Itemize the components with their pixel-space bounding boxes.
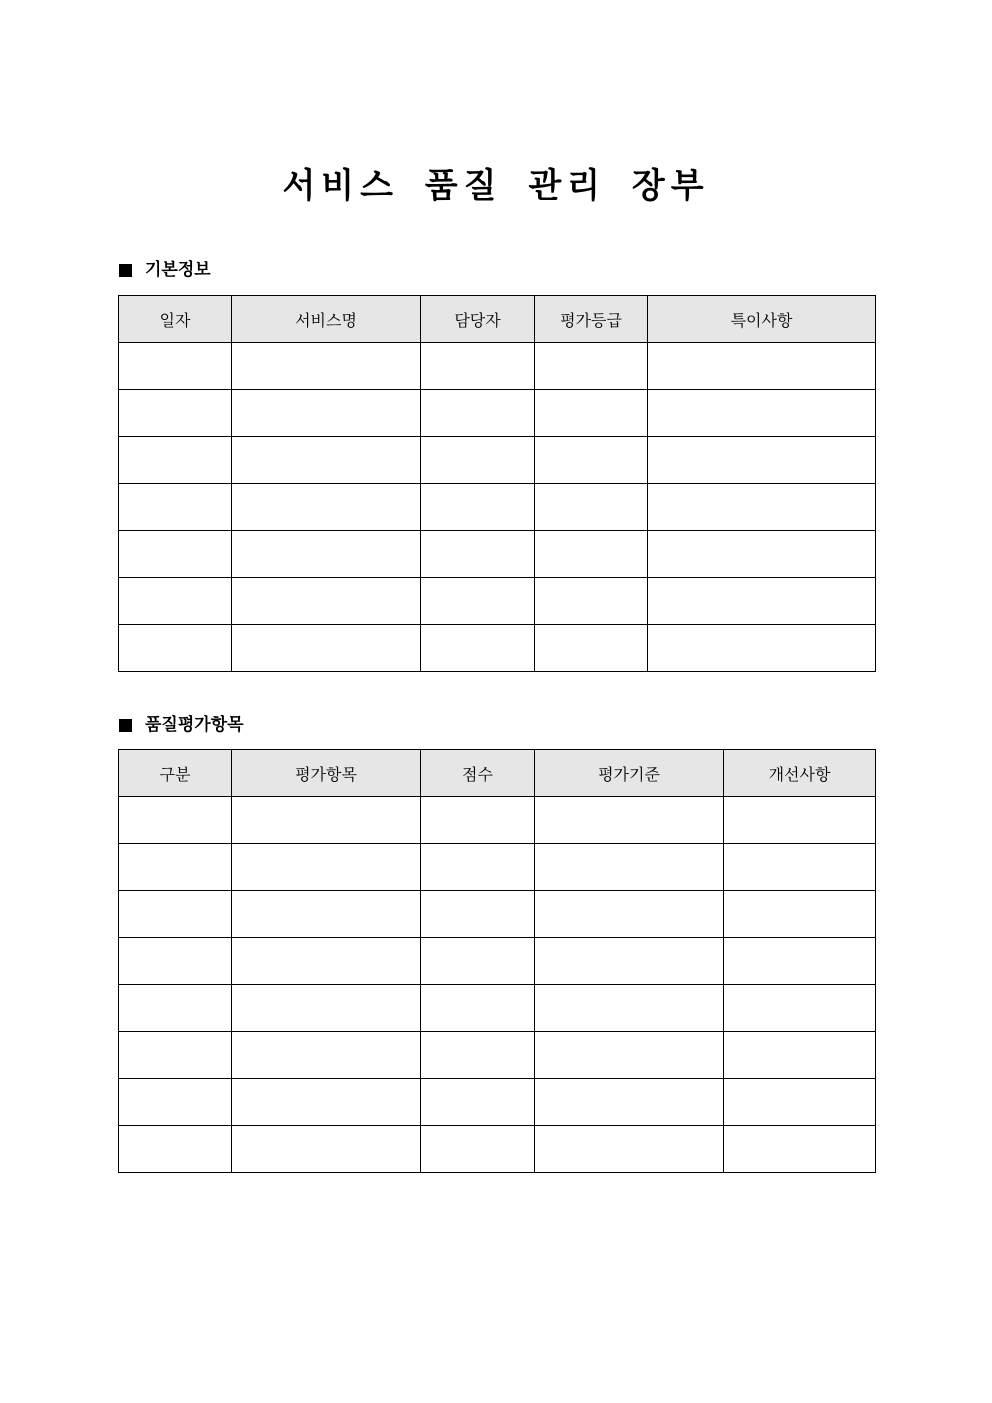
table-row	[119, 891, 876, 938]
table-cell[interactable]	[421, 985, 535, 1032]
table-cell[interactable]	[421, 938, 535, 985]
section-heading-label: 품질평가항목	[145, 715, 244, 735]
table-header-row	[119, 296, 876, 343]
column-header-category: 구분	[119, 750, 232, 797]
table-cell[interactable]	[535, 484, 648, 531]
table-cell[interactable]	[724, 938, 876, 985]
table-row	[119, 844, 876, 891]
table-cell[interactable]	[535, 844, 724, 891]
table-cell[interactable]	[648, 531, 876, 578]
table-cell[interactable]	[724, 1079, 876, 1126]
table-cell[interactable]	[535, 891, 724, 938]
table-cell[interactable]	[119, 1126, 232, 1173]
column-header-improvements: 개선사항	[724, 750, 876, 797]
square-bullet-icon	[119, 719, 132, 732]
table-cell[interactable]	[232, 891, 421, 938]
page-title: 서비스 품질 관리 장부	[282, 166, 710, 206]
table-cell[interactable]	[535, 1032, 724, 1079]
table-cell[interactable]	[421, 437, 535, 484]
table-cell[interactable]	[535, 343, 648, 390]
table-cell[interactable]	[119, 531, 232, 578]
table-cell[interactable]	[119, 844, 232, 891]
table-cell[interactable]	[421, 578, 535, 625]
table-cell[interactable]	[724, 797, 876, 844]
table-row	[119, 578, 876, 625]
column-header-date: 일자	[119, 296, 232, 343]
table-cell[interactable]	[421, 1032, 535, 1079]
column-header-service-name: 서비스명	[232, 296, 421, 343]
column-header-grade: 평가등급	[535, 296, 648, 343]
table-row	[119, 1079, 876, 1126]
table-cell[interactable]	[421, 1079, 535, 1126]
table-cell[interactable]	[119, 985, 232, 1032]
section-heading-basic-info	[119, 259, 211, 281]
table-row	[119, 1126, 876, 1173]
table-cell[interactable]	[648, 484, 876, 531]
table-row	[119, 985, 876, 1032]
table-cell[interactable]	[119, 343, 232, 390]
section-heading-label: 기본정보	[145, 260, 211, 280]
table-cell[interactable]	[119, 938, 232, 985]
table-cell[interactable]	[648, 578, 876, 625]
table-cell[interactable]	[232, 985, 421, 1032]
table-cell[interactable]	[421, 531, 535, 578]
table-row	[119, 437, 876, 484]
table-cell[interactable]	[535, 797, 724, 844]
table-cell[interactable]	[421, 484, 535, 531]
table-cell[interactable]	[232, 844, 421, 891]
table-cell[interactable]	[119, 1032, 232, 1079]
table-cell[interactable]	[232, 938, 421, 985]
table-cell[interactable]	[232, 578, 421, 625]
table-cell[interactable]	[648, 437, 876, 484]
table-cell[interactable]	[232, 390, 421, 437]
table-cell[interactable]	[648, 625, 876, 672]
square-bullet-icon	[119, 264, 132, 277]
table-cell[interactable]	[119, 578, 232, 625]
table-row	[119, 1032, 876, 1079]
table-cell[interactable]	[648, 390, 876, 437]
table-cell[interactable]	[119, 437, 232, 484]
table-row	[119, 797, 876, 844]
table-cell[interactable]	[648, 343, 876, 390]
table-cell[interactable]	[535, 1126, 724, 1173]
table-cell[interactable]	[724, 844, 876, 891]
table-cell[interactable]	[421, 625, 535, 672]
table-cell[interactable]	[232, 437, 421, 484]
table-cell[interactable]	[421, 390, 535, 437]
table-cell[interactable]	[724, 985, 876, 1032]
table-cell[interactable]	[119, 484, 232, 531]
table-cell[interactable]	[724, 1126, 876, 1173]
table-cell[interactable]	[421, 1126, 535, 1173]
table-cell[interactable]	[232, 484, 421, 531]
column-header-score: 점수	[421, 750, 535, 797]
table-cell[interactable]	[232, 531, 421, 578]
table-cell[interactable]	[421, 797, 535, 844]
column-header-criteria: 평가기준	[535, 750, 724, 797]
table-row	[119, 484, 876, 531]
basic-info-table	[118, 295, 876, 672]
table-row	[119, 625, 876, 672]
column-header-eval-item: 평가항목	[232, 750, 421, 797]
table-cell[interactable]	[724, 891, 876, 938]
table-cell[interactable]	[535, 625, 648, 672]
table-row	[119, 531, 876, 578]
table-cell[interactable]	[119, 1079, 232, 1126]
table-cell[interactable]	[535, 1079, 724, 1126]
table-cell[interactable]	[119, 625, 232, 672]
table-cell[interactable]	[535, 390, 648, 437]
table-cell[interactable]	[535, 578, 648, 625]
table-cell[interactable]	[119, 390, 232, 437]
table-cell[interactable]	[724, 1032, 876, 1079]
table-cell[interactable]	[232, 1126, 421, 1173]
table-row	[119, 343, 876, 390]
quality-items-table	[118, 749, 876, 1173]
table-row	[119, 390, 876, 437]
table-cell[interactable]	[232, 625, 421, 672]
table-cell[interactable]	[535, 531, 648, 578]
table-cell[interactable]	[119, 797, 232, 844]
table-row	[119, 938, 876, 985]
column-header-remarks: 특이사항	[648, 296, 876, 343]
table-cell[interactable]	[232, 797, 421, 844]
table-header-row	[119, 750, 876, 797]
table-cell[interactable]	[232, 343, 421, 390]
table-cell[interactable]	[535, 938, 724, 985]
section-heading-quality-items	[119, 714, 244, 736]
table-cell[interactable]	[535, 437, 648, 484]
table-cell[interactable]	[232, 1079, 421, 1126]
table-cell[interactable]	[421, 343, 535, 390]
table-cell[interactable]	[535, 985, 724, 1032]
table-cell[interactable]	[119, 891, 232, 938]
table-cell[interactable]	[421, 844, 535, 891]
table-cell[interactable]	[232, 1032, 421, 1079]
column-header-manager: 담당자	[421, 296, 535, 343]
table-cell[interactable]	[421, 891, 535, 938]
